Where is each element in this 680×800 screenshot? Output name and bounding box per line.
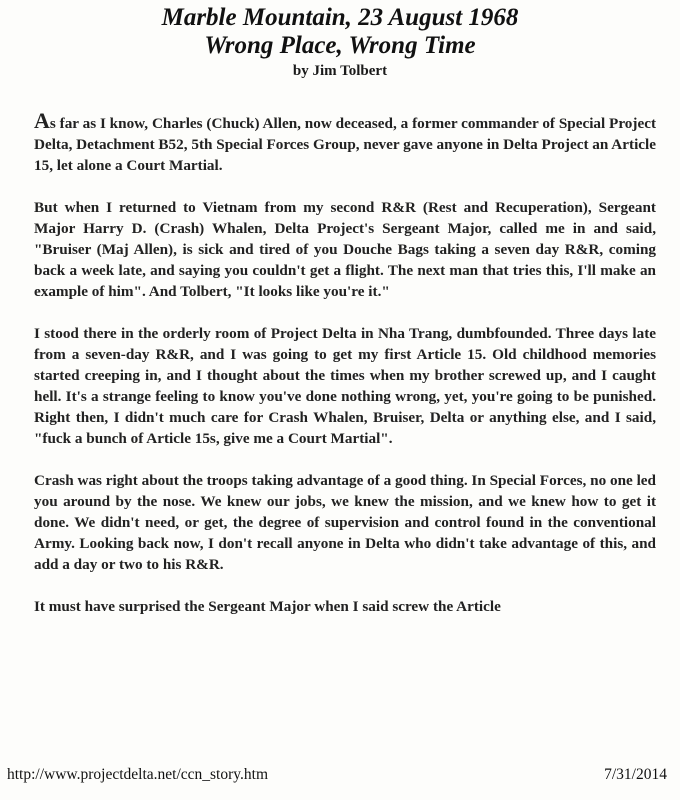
- title-line-1: Marble Mountain, 23 August 1968: [161, 4, 519, 31]
- footer-url[interactable]: http://www.projectdelta.net/ccn_story.htm: [7, 766, 268, 783]
- article-body: [34, 110, 656, 638]
- paragraph-3: I stood there in the orderly room of Project Delta in Nha Trang, dumbfounded. Three days late from a seven-day R&R, and I was going to get my first Article 15. Old childhood memories started creeping in, and I thought about the times when my brother screwed up, and I caught hell. It's a strange feeling to know you've done nothing wrong, yet, you're going to be punished. Right then, I didn't much care for Crash Whalen, Bruiser, Delta or anything else, and I said, "fuck a bunch of Article 15s, give me a Court Martial".: [34, 325, 656, 447]
- drop-cap: A: [34, 108, 50, 133]
- paragraph-4: Crash was right about the troops taking advantage of a good thing. In Special Forces, no one led you around by the nose. We knew our jobs, we knew the mission, and we knew how to get it done. We didn't need, or get, the degree of supervision and control found in the conventional Army. Looking back now, I don't recall anyone in Delta who didn't take advantage of this, and add a day or two to his R&R.: [34, 472, 656, 573]
- paragraph-1: [34, 110, 656, 176]
- paragraph-5: It must have surprised the Sergeant Major when I said screw the Article: [34, 598, 501, 615]
- paragraph-2: But when I returned to Vietnam from my second R&R (Rest and Recuperation), Sergeant Major Harry D. (Crash) Whalen, Delta Project's Sergeant Major, called me in and said, "Bruiser (Maj Allen), is sick and tired of you Douche Bags taking a seven day R&R, coming back a week late, and saying you couldn't get a flight. The next man that tries this, I'll make an example of him". And Tolbert, "It looks like you're it.": [34, 199, 656, 300]
- footer-date: 7/31/2014: [604, 766, 667, 783]
- title-block: [0, 4, 680, 81]
- byline: by Jim Tolbert: [292, 63, 388, 79]
- title-line-2: Wrong Place, Wrong Time: [204, 32, 476, 59]
- paragraph-1-text: s far as I know, Charles (Chuck) Allen, now deceased, a former commander of Special Project Delta, Detachment B52, 5th Special Forces Group, never gave anyone in Delta Project an Article 15, let alone a Court Martial.: [34, 115, 656, 174]
